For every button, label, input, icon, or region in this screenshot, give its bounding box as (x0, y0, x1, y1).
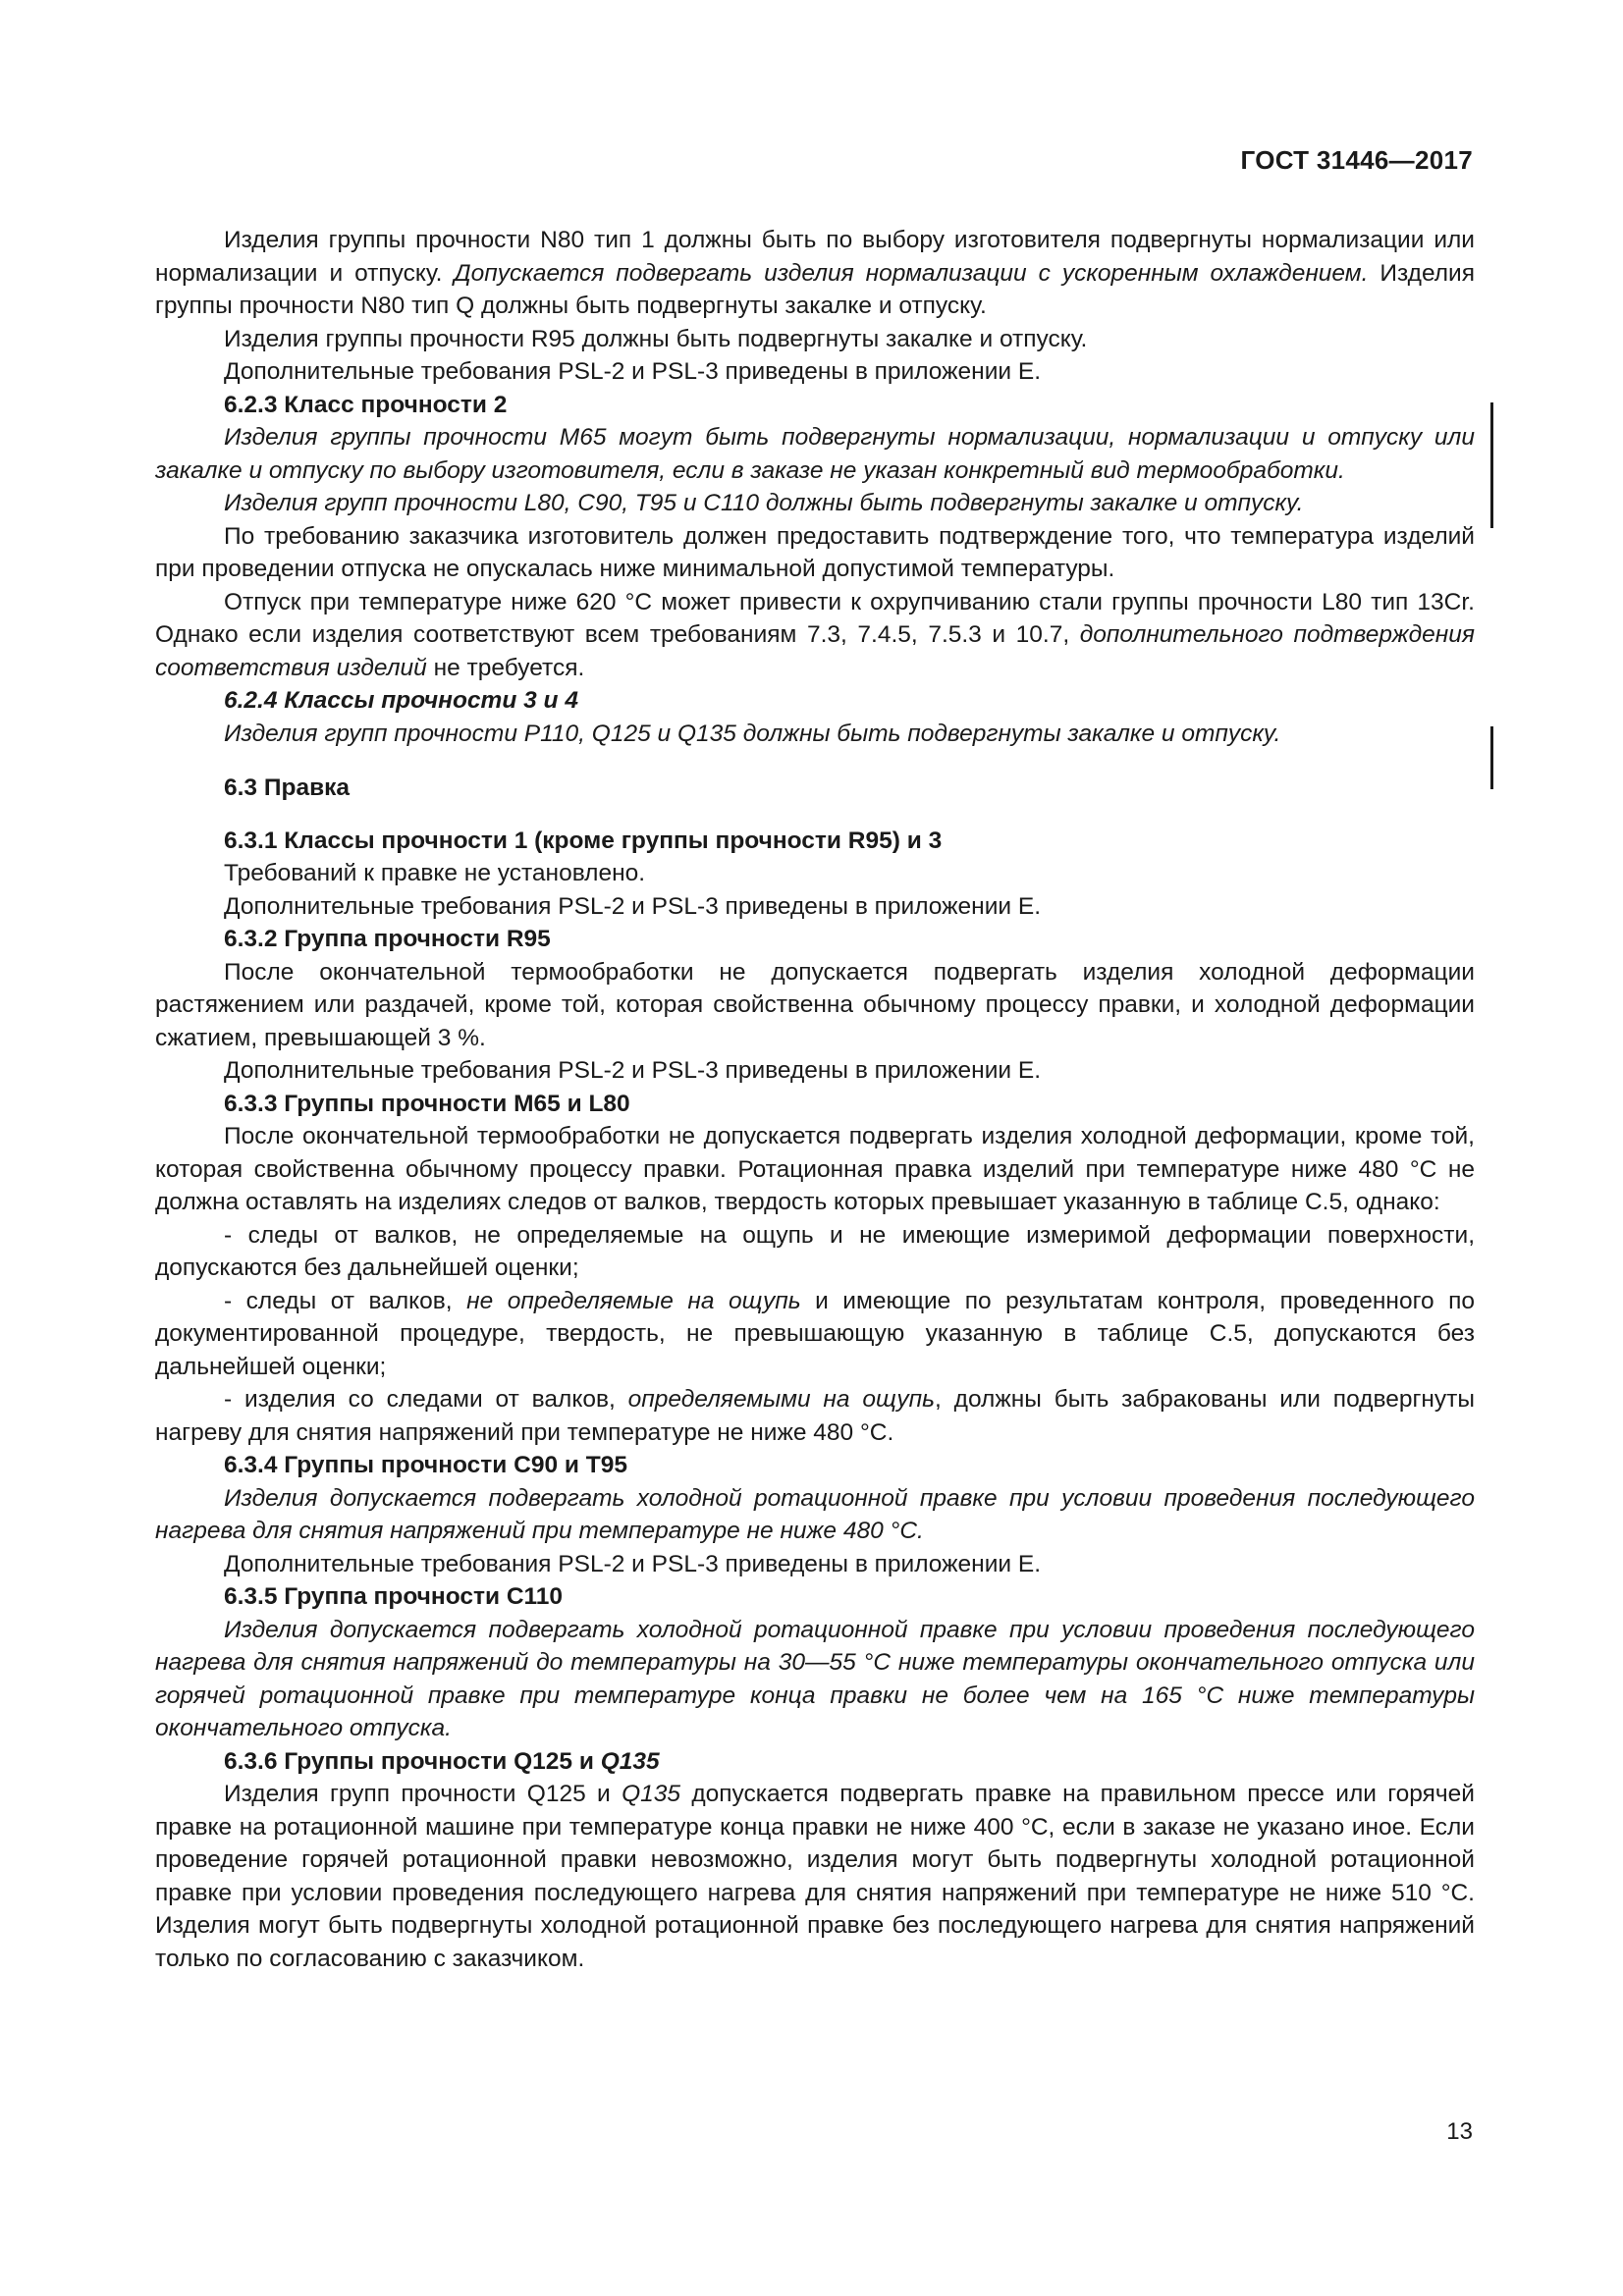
paragraph: Дополнительные требования PSL-2 и PSL-3 приведены в приложении Е. (224, 358, 1042, 385)
list-item: - следы от валков, не определяемые на ощупь и не имеющие измеримой деформации поверхности, допускаются без дальнейшей оценки; (155, 1221, 1475, 1281)
paragraph: Изделия групп прочности Q125 и Q135 допускается подвергать правке на правильном прессе или горячей правке на ротационной машине при температуре конца правки не ниже 400 °С, если в заказе не указано иное. Если проведение горячей ротационной правки невозможно, изделия могут быть подвергнуты холодной ротационной правке при условии проведения последующего нагрева для снятия напряжений при температуре не ниже 510 °С. Изделия могут быть подвергнуты холодной ротационной правке без последующего нагрева для снятия напряжений только по согласованию с заказчиком. (155, 1781, 1475, 1972)
section-heading: 6.2.3 Класс прочности 2 (224, 391, 508, 418)
section-heading: 6.3.4 Группы прочности C90 и T95 (224, 1452, 627, 1478)
paragraph: Изделия допускается подвергать холодной ротационной правке при условии проведения последующего нагрева для снятия напряжений при температуре не ниже 480 °С. (155, 1484, 1475, 1544)
list-item: - следы от валков, не определяемые на ощупь и имеющие по результатам контроля, проведенного по документированной процедуре, твердость, не превышающую указанную в таблице С.5, допускаются без дальнейшей оценки; (155, 1287, 1475, 1380)
paragraph: Изделия группы прочности M65 могут быть подвергнуты нормализации, нормализации и отпуску или закалке и отпуску по выбору изготовителя, если в заказе не указан конкретный вид термообработки. (155, 424, 1475, 484)
section-heading: 6.3.1 Классы прочности 1 (кроме группы прочности R95) и 3 (224, 827, 943, 854)
paragraph: По требованию заказчика изготовитель должен предоставить подтверждение того, что температура изделий при проведении отпуска не опускалась ниже минимальной допустимой температуры. (155, 522, 1475, 582)
paragraph: Дополнительные требования PSL-2 и PSL-3 приведены в приложении Е. (224, 892, 1042, 920)
paragraph: Дополнительные требования PSL-2 и PSL-3 приведены в приложении Е. (224, 1550, 1042, 1577)
section-heading: 6.3.2 Группа прочности R95 (224, 926, 551, 952)
paragraph: Дополнительные требования PSL-2 и PSL-3 приведены в приложении Е. (224, 1057, 1042, 1084)
list-item: - изделия со следами от валков, определяемыми на ощупь, должны быть забракованы или подвергнуты нагреву для снятия напряжений при температуре не ниже 480 °С. (155, 1386, 1475, 1446)
paragraph: Изделия групп прочности P110, Q125 и Q135 должны быть подвергнуты закалке и отпуску. (224, 720, 1281, 747)
paragraph: Изделия допускается подвергать холодной ротационной правке при условии проведения последующего нагрева для снятия напряжений до температуры на 30—55 °С ниже температуры окончательного отпуска или горячей ротационной правке при температуре конца правки не более чем на 165 °С ниже температуры окончательного отпуска. (155, 1616, 1475, 1741)
body-text (155, 224, 1475, 1975)
page-number: 13 (1446, 2118, 1473, 2145)
section-heading: 6.3 Правка (224, 774, 351, 801)
section-heading: 6.2.4 Классы прочности 3 и 4 (224, 687, 578, 714)
paragraph: После окончательной термообработки не допускается подвергать изделия холодной деформации растяжением или раздачей, кроме той, которая свойственна обычному процессу правки, и холодной деформации сжатием, превышающей 3 %. (155, 958, 1475, 1051)
paragraph: Требований к правке не установлено. (224, 860, 646, 886)
paragraph: После окончательной термообработки не допускается подвергать изделия холодной деформации, кроме той, которая свойственна обычному процессу правки. Ротационная правка изделий при температуре ниже 480 °С не должна оставлять на изделиях следов от валков, твердость которых превышает указанную в таблице С.5, однако: (155, 1123, 1475, 1215)
section-heading: 6.3.3 Группы прочности M65 и L80 (224, 1090, 630, 1117)
change-bar-2 (1490, 726, 1493, 789)
section-heading: 6.3.5 Группа прочности C110 (224, 1583, 564, 1610)
change-bar-1 (1490, 402, 1493, 528)
section-heading: 6.3.6 Группы прочности Q125 и Q135 (224, 1747, 660, 1775)
paragraph: Изделия группы прочности N80 тип 1 должны быть по выбору изготовителя подвергнуты нормализации или нормализации и отпуску. Допускается подвергать изделия нормализации с ускоренным охлаждением. Изделия группы прочности N80 тип Q должны быть подвергнуты закалке и отпуску. (155, 227, 1475, 319)
paragraph: Изделия групп прочности L80, C90, T95 и C110 должны быть подвергнуты закалке и отпуску. (224, 490, 1304, 516)
standard-code-header: ГОСТ 31446—2017 (1240, 145, 1473, 175)
paragraph: Отпуск при температуре ниже 620 °С может привести к охрупчиванию стали группы прочности L80 тип 13Cr. Однако если изделия соответствуют всем требованиям 7.3, 7.4.5, 7.5.3 и 10.7, дополнительного подтверждения соответствия изделий не требуется. (155, 588, 1475, 681)
paragraph: Изделия группы прочности R95 должны быть подвергнуты закалке и отпуску. (224, 325, 1088, 352)
